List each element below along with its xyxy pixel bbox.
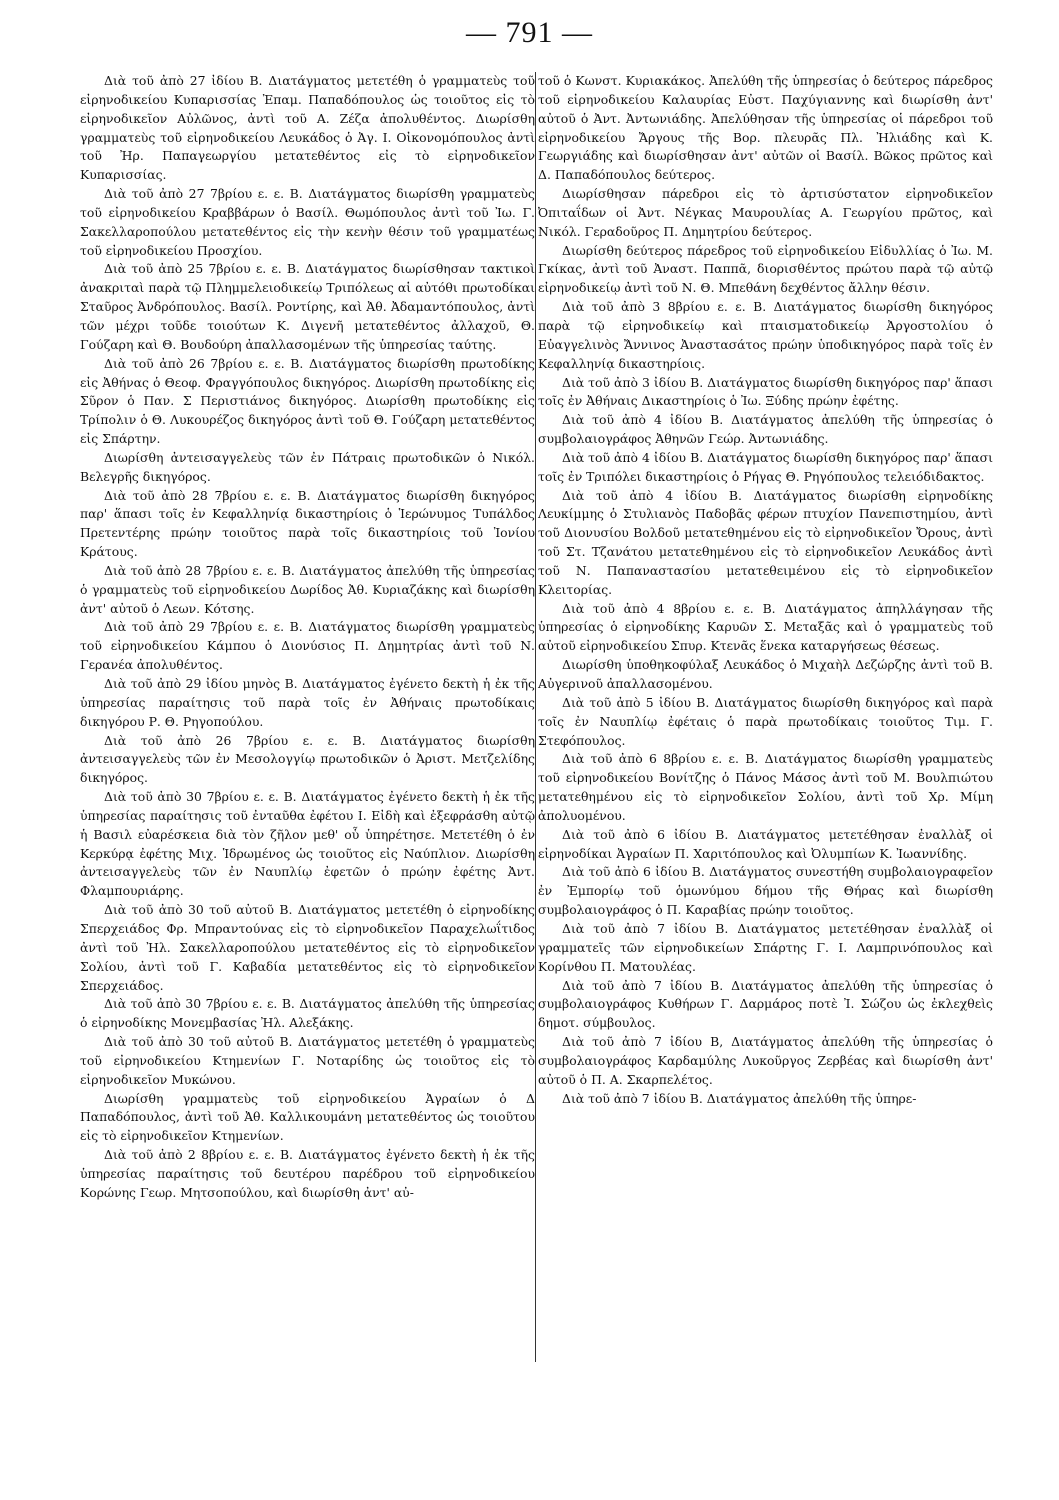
- paragraph: Διωρίσθη ἀντεισαγγελεὺς τῶν ἐν Πάτραις πρωτοδικῶν ὁ Νικόλ. Βελεγρῆς δικηγόρος.: [80, 449, 535, 484]
- paragraph: Διὰ τοῦ ἀπὸ 26 7βρίου ε. ε. Β. Διατάγματος διωρίσθη πρωτοδίκης εἰς Ἀθήνας ὁ Θεοφ. Φραγγόπουλος δικηγόρος. Διωρίσθη πρωτοδίκης εἰς Σῦρον ὁ Παν. Σ Περιστιάνος δικηγόρος. Διωρίσθη πρωτοδίκης εἰς Τρίπολιν ὁ Θ. Λυκουρέζος δικηγόρος ἀντὶ τοῦ Θ. Γούζαρη μετατεθέντος εἰς Σπάρτην.: [80, 355, 535, 447]
- paragraph: Διὰ τοῦ ἀπὸ 4 ἰδίου Β. Διατάγματος διωρίσθη εἰρηνοδίκης Λευκίμμης ὁ Στυλιανὸς Παδοβᾶς φέρων πτυχίον Πανεπιστημίου, ἀντὶ τοῦ Διονυσίου Βολδοῦ μετατεθημένου εἰς τὸ εἰρηνοδικεῖον Ὄρους, ἀντὶ τοῦ Στ. Τζανάτου μετατεθημένου εἰς τὸ εἰρηνοδικεῖον Λευκάδος ἀντὶ τοῦ Ν. Παπαναστασίου μετατεθειμένου εἰς τὸ εἰρηνοδικεῖον Κλειτορίας.: [538, 487, 993, 597]
- paragraph: Διὰ τοῦ ἀπὸ 25 7βρίου ε. ε. Β. Διατάγματος διωρίσθησαν τακτικοὶ ἀνακριταὶ παρὰ τῷ Πλημμελειοδικείῳ Τριπόλεως αἱ αὐτόθι πρωτοδίκαι Σταῦρος Ἀνδρόπουλος. Βασίλ. Ροντίρης, καὶ Ἀθ. Ἀδαμαντόπουλος, ἀντὶ τῶν μέχρι τοῦδε τοιούτων Κ. Διγενῆ μετατεθέντος ἀλλαχοῦ, Θ. Γούζαρη καὶ Θ. Βουδούρη ἀπαλλασομένων τῆς ὑπηρεσίας ταύτης.: [80, 261, 535, 352]
- paragraph: Διὰ τοῦ ἀπὸ 6 ἰδίου Β. Διατάγματος συνεστήθη συμβολαιογραφεῖον ἐν Ἐμπορίῳ τοῦ ὁμωνύμου δήμου τῆς Θήρας καὶ διωρίσθη συμβολαιογράφος ὁ Π. Καραβίας πρώην τοιοῦτος.: [538, 864, 993, 918]
- paragraph: Διὰ τοῦ ἀπὸ 29 7βρίου ε. ε. Β. Διατάγματος διωρίσθη γραμματεὺς τοῦ εἰρηνοδικείου Κάμπου ὁ Διονύσιος Π. Δημητρίας ἀντὶ τοῦ Ν. Γερανέα ἀπολυθέντος.: [80, 619, 535, 673]
- paragraph: Διωρίσθη ὑποθηκοφύλαξ Λευκάδος ὁ Μιχαὴλ Δεζώρζης ἀντὶ τοῦ Β. Αὐγερινοῦ ἀπαλλασομένου.: [538, 657, 993, 691]
- paragraph: Διὰ τοῦ ἀπὸ 2 8βρίου ε. ε. Β. Διατάγματος ἐγένετο δεκτὴ ἡ ἐκ τῆς ὑπηρεσίας παραίτησις τοῦ δευτέρου παρέδρου τοῦ εἰρηνοδικείου Κορώνης Γεωρ. Μητσοπούλου, καὶ διωρίσθη ἀντ' αὐ-: [80, 1147, 535, 1200]
- paragraph: Διὰ τοῦ ἀπὸ 3 ἰδίου Β. Διατάγματος διωρίσθη δικηγόρος παρ' ἅπασι τοῖς ἐν Ἀθήναις Δικαστηρίοις ὁ Ἰω. Ξύδης πρώην ἐφέτης.: [538, 374, 993, 409]
- right-column: [538, 72, 993, 1108]
- paragraph: Διὰ τοῦ ἀπὸ 28 7βρίου ε. ε. Β. Διατάγματος ἀπελύθη τῆς ὑπηρεσίας ὁ γραμματεὺς τοῦ εἰρηνοδικείου Δωρίδος Ἀθ. Κυριαζάκης καὶ διωρίσθη ἀντ' αὐτοῦ ὁ Λεων. Κότσης.: [80, 562, 535, 616]
- left-column: [80, 72, 535, 1203]
- column-divider: [535, 72, 536, 1362]
- paragraph: Διὰ τοῦ ἀπὸ 27 7βρίου ε. ε. Β. Διατάγματος διωρίσθη γραμματεὺς τοῦ εἰρηνοδικείου Κραββάρων ὁ Βασίλ. Θωμόπουλος ἀντὶ τοῦ Ἰω. Γ. Σακελλαροπούλου μετατεθέντος εἰς τὴν κενὴν θέσιν τοῦ γραμματέως τοῦ εἰρηνοδικείου Προσχίου.: [80, 186, 535, 258]
- paragraph: Διὰ τοῦ ἀπὸ 26 7βρίου ε. ε. Β. Διατάγματος διωρίσθη ἀντεισαγγελεὺς τῶν ἐν Μεσολογγίῳ πρωτοδικῶν ὁ Ἀριστ. Μετζελίδης δικηγόρος.: [80, 732, 535, 786]
- paragraph: Διὰ τοῦ ἀπὸ 30 τοῦ αὐτοῦ Β. Διατάγματος μετετέθη ὁ γραμματεὺς τοῦ εἰρηνοδικείου Κτημενίων Γ. Νοταρίδης ὡς τοιοῦτος εἰς τὸ εἰρηνοδικεῖον Μυκώνου.: [80, 1034, 535, 1087]
- paragraph: Διὰ τοῦ ἀπὸ 3 8βρίου ε. ε. Β. Διατάγματος διωρίσθη δικηγόρος παρὰ τῷ εἰρηνοδικείῳ καὶ πταισματοδικείῳ Ἀργοστολίου ὁ Εὐαγγελινὸς Ἄννινος Ἀναστασάτος πρώην ὑποδικηγόρος παρὰ τοῖς ἐν Κεφαλληνίᾳ δικαστηρίοις.: [538, 299, 993, 371]
- paragraph: Διὰ τοῦ ἀπὸ 5 ἰδίου Β. Διατάγματος διωρίσθη δικηγόρος καὶ παρὰ τοῖς ἐν Ναυπλίῳ ἐφέταις ὁ παρὰ πρωτοδίκαις τοιοῦτος Τιμ. Γ. Στεφόπουλος.: [538, 694, 993, 748]
- paragraph: Διὰ τοῦ ἀπὸ 30 7βρίου ε. ε. Β. Διατάγματος ἀπελύθη τῆς ὑπηρεσίας ὁ εἰρηνοδίκης Μονεμβασίας Ἠλ. Αλεξάκης.: [80, 996, 535, 1031]
- paragraph: Διὰ τοῦ ἀπὸ 30 τοῦ αὐτοῦ Β. Διατάγματος μετετέθη ὁ εἰρηνοδίκης Σπερχειάδος Φρ. Μπραντούνας εἰς τὸ εἰρηνοδικεῖον Παραχελωΐτιδος ἀντὶ τοῦ Ἠλ. Σακελλαροπούλου μετατεθέντος εἰς τὸ εἰρηνοδικεῖον Σολίου, ἀντὶ τοῦ Γ. Καβαδία μετατεθέντος εἰς τὸ εἰρηνοδικεῖον Σπερχειάδος.: [80, 902, 535, 993]
- paragraph: Διωρίσθη δεύτερος πάρεδρος τοῦ εἰρηνοδικείου Εἰδυλλίας ὁ Ἰω. Μ. Γκίκας, ἀντὶ τοῦ Ἀναστ. Παππᾶ, διορισθέντος πρώτου παρὰ τῷ αὐτῷ εἰρηνοδικείῳ ἀντὶ τοῦ Ν. Θ. Μπεθάνη δεχθέντος ἄλλην θέσιν.: [538, 242, 993, 296]
- paragraph: Διὰ τοῦ ἀπὸ 6 ἰδίου Β. Διατάγματος μετετέθησαν ἐναλλὰξ οἱ εἰρηνοδίκαι Ἀγραίων Π. Χαριτόπουλος καὶ Ὀλυμπίων Κ. Ἰωαννίδης.: [538, 826, 993, 861]
- paragraph: Διὰ τοῦ ἀπὸ 28 7βρίου ε. ε. Β. Διατάγματος διωρίσθη δικηγόρος παρ' ἅπασι τοῖς ἐν Κεφαλληνίᾳ δικαστηρίοις ὁ Ἱερώνυμος Τυπάλδος Πρετεντέρης πρώην τοιοῦτος παρὰ τοῖς δικαστηρίοις τοῦ Ἰονίου Κράτους.: [80, 487, 535, 560]
- paragraph: Διωρίσθησαν πάρεδροι εἰς τὸ ἀρτισύστατον εἰρηνοδικεῖον Ὀπιταΐδων οἱ Ἀντ. Νέγκας Μαυρουλίας Α. Γεωργίου πρῶτος, καὶ Νικόλ. Γεραδοῦρος Π. Δημητρίου δεύτερος.: [538, 186, 993, 239]
- page-number: — 791 —: [466, 16, 593, 49]
- paragraph: Διὰ τοῦ ἀπὸ 4 ἰδίου Β. Διατάγματος διωρίσθη δικηγόρος παρ' ἅπασι τοῖς ἐν Τριπόλει δικαστηρίοις ὁ Ρήγας Θ. Ρηγόπουλος τελειόδιδακτος.: [538, 449, 993, 484]
- paragraph: Διὰ τοῦ ἀπὸ 7 ἰδίου Β, Διατάγματος ἀπελύθη τῆς ὑπηρεσίας ὁ συμβολαιογράφος Καρδαμύλης Λυκοῦργος Ζερβέας καὶ διωρίσθη ἀντ' αὐτοῦ ὁ Π. Α. Σκαρπελέτος.: [538, 1034, 993, 1087]
- paragraph: Διὰ τοῦ ἀπὸ 29 ἰδίου μηνὸς Β. Διατάγματος ἐγένετο δεκτὴ ἡ ἐκ τῆς ὑπηρεσίας παραίτησις τοῦ παρὰ τοῖς ἐν Ἀθήναις πρωτοδίκαις δικηγόρου Ρ. Θ. Ρηγοπούλου.: [80, 676, 535, 729]
- paragraph: τοῦ ὁ Κωνστ. Κυριακάκος. Ἀπελύθη τῆς ὑπηρεσίας ὁ δεύτερος πάρεδρος τοῦ εἰρηνοδικείου Καλαυρίας Εὐστ. Παχύγιαννης καὶ διωρίσθη ἀντ' αὐτοῦ ὁ Ἀντ. Ἀντωνιάδης. Ἀπελύθησαν τῆς ὑπηρεσίας οἱ πάρεδροι τοῦ εἰρηνοδικείου Ἄργους τῆς Βορ. πλευρᾶς Πλ. Ἠλιάδης καὶ Κ. Γεωργιάδης καὶ διωρίσθησαν ἀντ' αὐτῶν οἱ Βασίλ. Βῶκος πρῶτος καὶ Δ. Παπαδόπουλος δεύτερος.: [538, 73, 993, 183]
- paragraph: Διὰ τοῦ ἀπὸ 7 ἰδίου Β. Διατάγματος μετετέθησαν ἐναλλὰξ οἱ γραμματεῖς τῶν εἰρηνοδικείων Σπάρτης Γ. Ι. Λαμπρινόπουλος καὶ Κορίνθου Π. Ματουλέας.: [538, 920, 993, 974]
- paragraph: Διὰ τοῦ ἀπὸ 27 ἰδίου Β. Διατάγματος μετετέθη ὁ γραμματεὺς τοῦ εἰρηνοδικείου Κυπαρισσίας Ἐπαμ. Παπαδόπουλος ὡς τοιοῦτος εἰς τὸ εἰρηνοδικεῖον Αὐλῶνος, ἀντὶ τοῦ Α. Ζέζα ἀπολυθέντος. Διωρίσθη γραμματεὺς τοῦ εἰρηνοδικείου Λευκάδος ὁ Ἀγ. Ι. Οἰκονομόπουλος ἀντὶ τοῦ Ἠρ. Παπαγεωργίου μετατεθέντος εἰς τὸ εἰρηνοδικεῖον Κυπαρισσίας.: [80, 73, 535, 183]
- paragraph: Διὰ τοῦ ἀπὸ 30 7βρίου ε. ε. Β. Διατάγματος ἐγένετο δεκτὴ ἡ ἐκ τῆς ὑπηρεσίας παραίτησις τοῦ ἐνταῦθα ἐφέτου Ι. Εἰδὴ καὶ ἐξεφράσθη αὐτῷ ἡ Βασιλ εὐαρέσκεια διὰ τὸν ζῆλον μεθ' οὗ ὑπηρέτησε. Μετετέθη ὁ ἐν Κερκύρᾳ ἐφέτης Μιχ. Ἱδρωμένος ὡς τοιοῦτος εἰς Ναύπλιον. Διωρίσθη ἀντεισαγγελεὺς τῶν ἐν Ναυπλίῳ ἐφετῶν ὁ πρώην ἐφέτης Ἀντ. Φλαμπουριάρης.: [80, 789, 535, 899]
- paragraph: Διωρίσθη γραμματεὺς τοῦ εἰρηνοδικείου Ἀγραίων ὁ Δ Παπαδόπουλος, ἀντὶ τοῦ Ἀθ. Καλλικουμάνη μετατεθέντος ὡς τοιοῦτου εἰς τὸ εἰρηνοδικεῖον Κτημενίων.: [80, 1090, 535, 1144]
- paragraph: Διὰ τοῦ ἀπὸ 6 8βρίου ε. ε. Β. Διατάγματος διωρίσθη γραμματεὺς τοῦ εἰρηνοδικείου Βονίτζης ὁ Πάνος Μάσος ἀντὶ τοῦ Μ. Βουλπιώτου μετατεθημένου εἰς τὸ εἰρηνοδικεῖον Σολίου, ἀντὶ τοῦ Χρ. Μίμη ἀπολυομένου.: [538, 751, 993, 823]
- paragraph: Διὰ τοῦ ἀπὸ 4 ἰδίου Β. Διατάγματος ἀπελύθη τῆς ὑπηρεσίας ὁ συμβολαιογράφος Ἀθηνῶν Γεώρ. Ἀντωνιάδης.: [538, 412, 993, 447]
- paragraph: Διὰ τοῦ ἀπὸ 7 ἰδίου Β. Διατάγματος ἀπελύθη τῆς ὑπηρεσίας ὁ συμβολαιογράφος Κυθήρων Γ. Δαρμάρος ποτὲ Ἰ. Σώζου ὡς ἐκλεχθεὶς δημοτ. σύμβουλος.: [538, 977, 993, 1031]
- paragraph: Διὰ τοῦ ἀπὸ 7 ἰδίου Β. Διατάγματος ἀπελύθη τῆς ὑπηρε-: [562, 1090, 917, 1106]
- paragraph: Διὰ τοῦ ἀπὸ 4 8βρίου ε. ε. Β. Διατάγματος ἀπηλλάγησαν τῆς ὑπηρεσίας ὁ εἰρηνοδίκης Καρυῶν Σ. Μεταξᾶς καὶ ὁ γραμματεὺς τοῦ αὐτοῦ εἰρηνοδικείου Σπυρ. Κτενᾶς ἕνεκα καταργήσεως θέσεως.: [538, 600, 993, 654]
